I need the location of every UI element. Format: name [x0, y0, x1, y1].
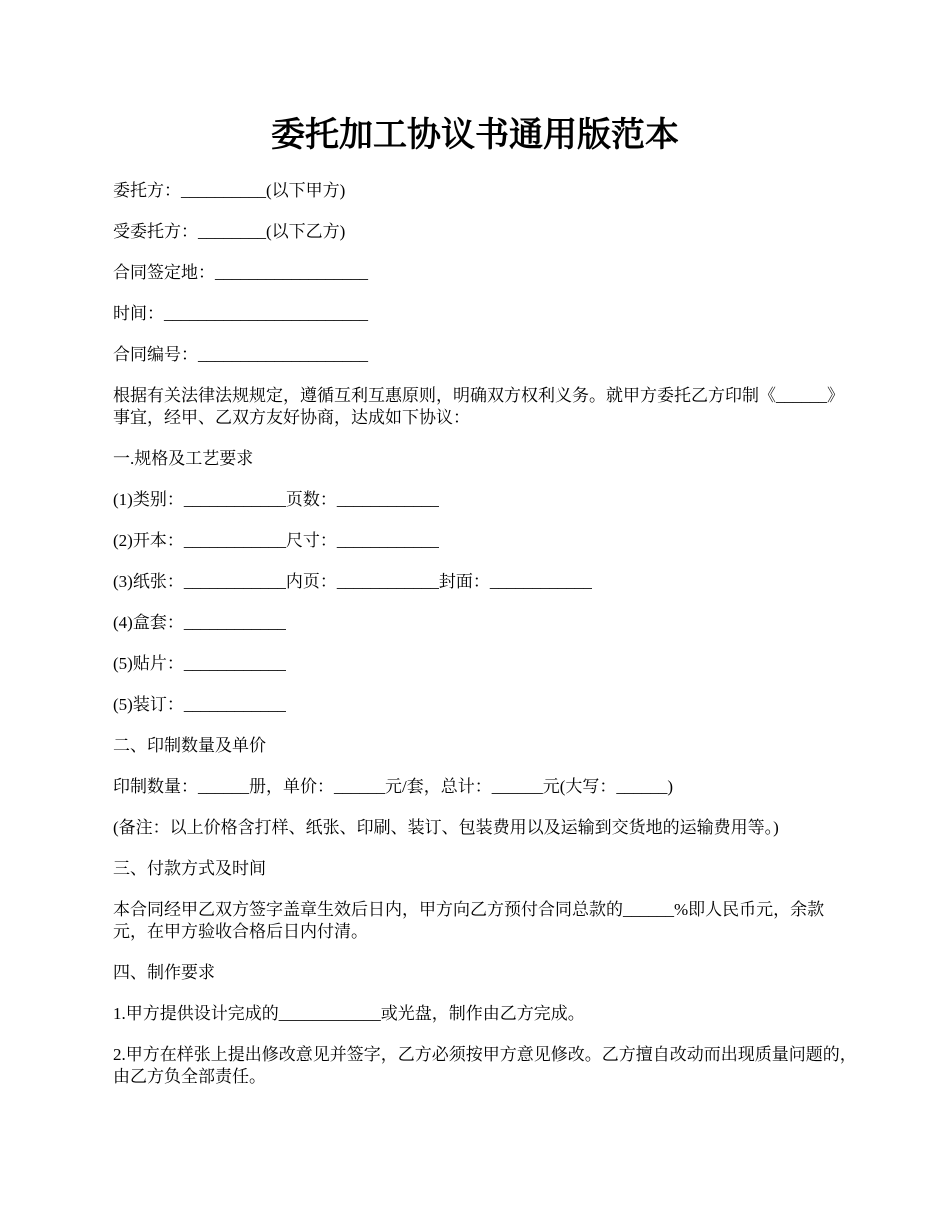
- spec-category-line: (1)类别：____________页数：____________: [113, 490, 439, 509]
- document-title: 委托加工协议书通用版范本: [271, 117, 679, 154]
- preamble-paragraph: 根据有关法律法规规定，遵循互利互惠原则，明确双方权利义务。就甲方委托乙方印制《______》事宜，经甲、乙双方友好协商，达成如下协议：: [113, 386, 844, 427]
- production-item-2: 2.甲方在样张上提出修改意见并签字，乙方必须按甲方意见修改。乙方擅自改动而出现质量问题的，由乙方负全部责任。: [113, 1045, 857, 1086]
- price-note-paragraph: (备注：以上价格含打样、纸张、印刷、装订、包装费用以及运输到交货地的运输费用等。): [113, 818, 779, 837]
- production-item-1: 1.甲方提供设计完成的____________或光盘，制作由乙方完成。: [113, 1004, 585, 1023]
- section-heading-quantity: 二、印制数量及单价: [113, 736, 266, 755]
- spec-format-line: (2)开本：____________尺寸：____________: [113, 531, 439, 550]
- section-heading-production: 四、制作要求: [113, 963, 215, 982]
- spec-sticker-line: (5)贴片：____________: [113, 654, 286, 673]
- spec-box-line: (4)盒套：____________: [113, 613, 286, 632]
- section-heading-specs: 一.规格及工艺要求: [113, 449, 254, 468]
- section-heading-payment: 三、付款方式及时间: [113, 859, 266, 878]
- party-a-line: 委托方：__________(以下甲方): [113, 181, 346, 200]
- signing-place-line: 合同签定地：__________________: [113, 263, 368, 282]
- date-line: 时间：________________________: [113, 304, 368, 323]
- spec-paper-line: (3)纸张：____________内页：____________封面：____________: [113, 572, 592, 591]
- payment-paragraph: 本合同经甲乙双方签字盖章生效后日内，甲方向乙方预付合同总款的______%即人民币元，余款元，在甲方验收合格后日内付清。: [113, 900, 825, 941]
- contract-number-line: 合同编号：____________________: [113, 345, 368, 364]
- spec-binding-line: (5)装订：____________: [113, 695, 286, 714]
- quantity-price-line: 印制数量：______册，单价：______元/套，总计：______元(大写：______): [113, 777, 674, 796]
- party-b-line: 受委托方：________(以下乙方): [113, 222, 346, 241]
- document-body: [113, 180, 858, 1107]
